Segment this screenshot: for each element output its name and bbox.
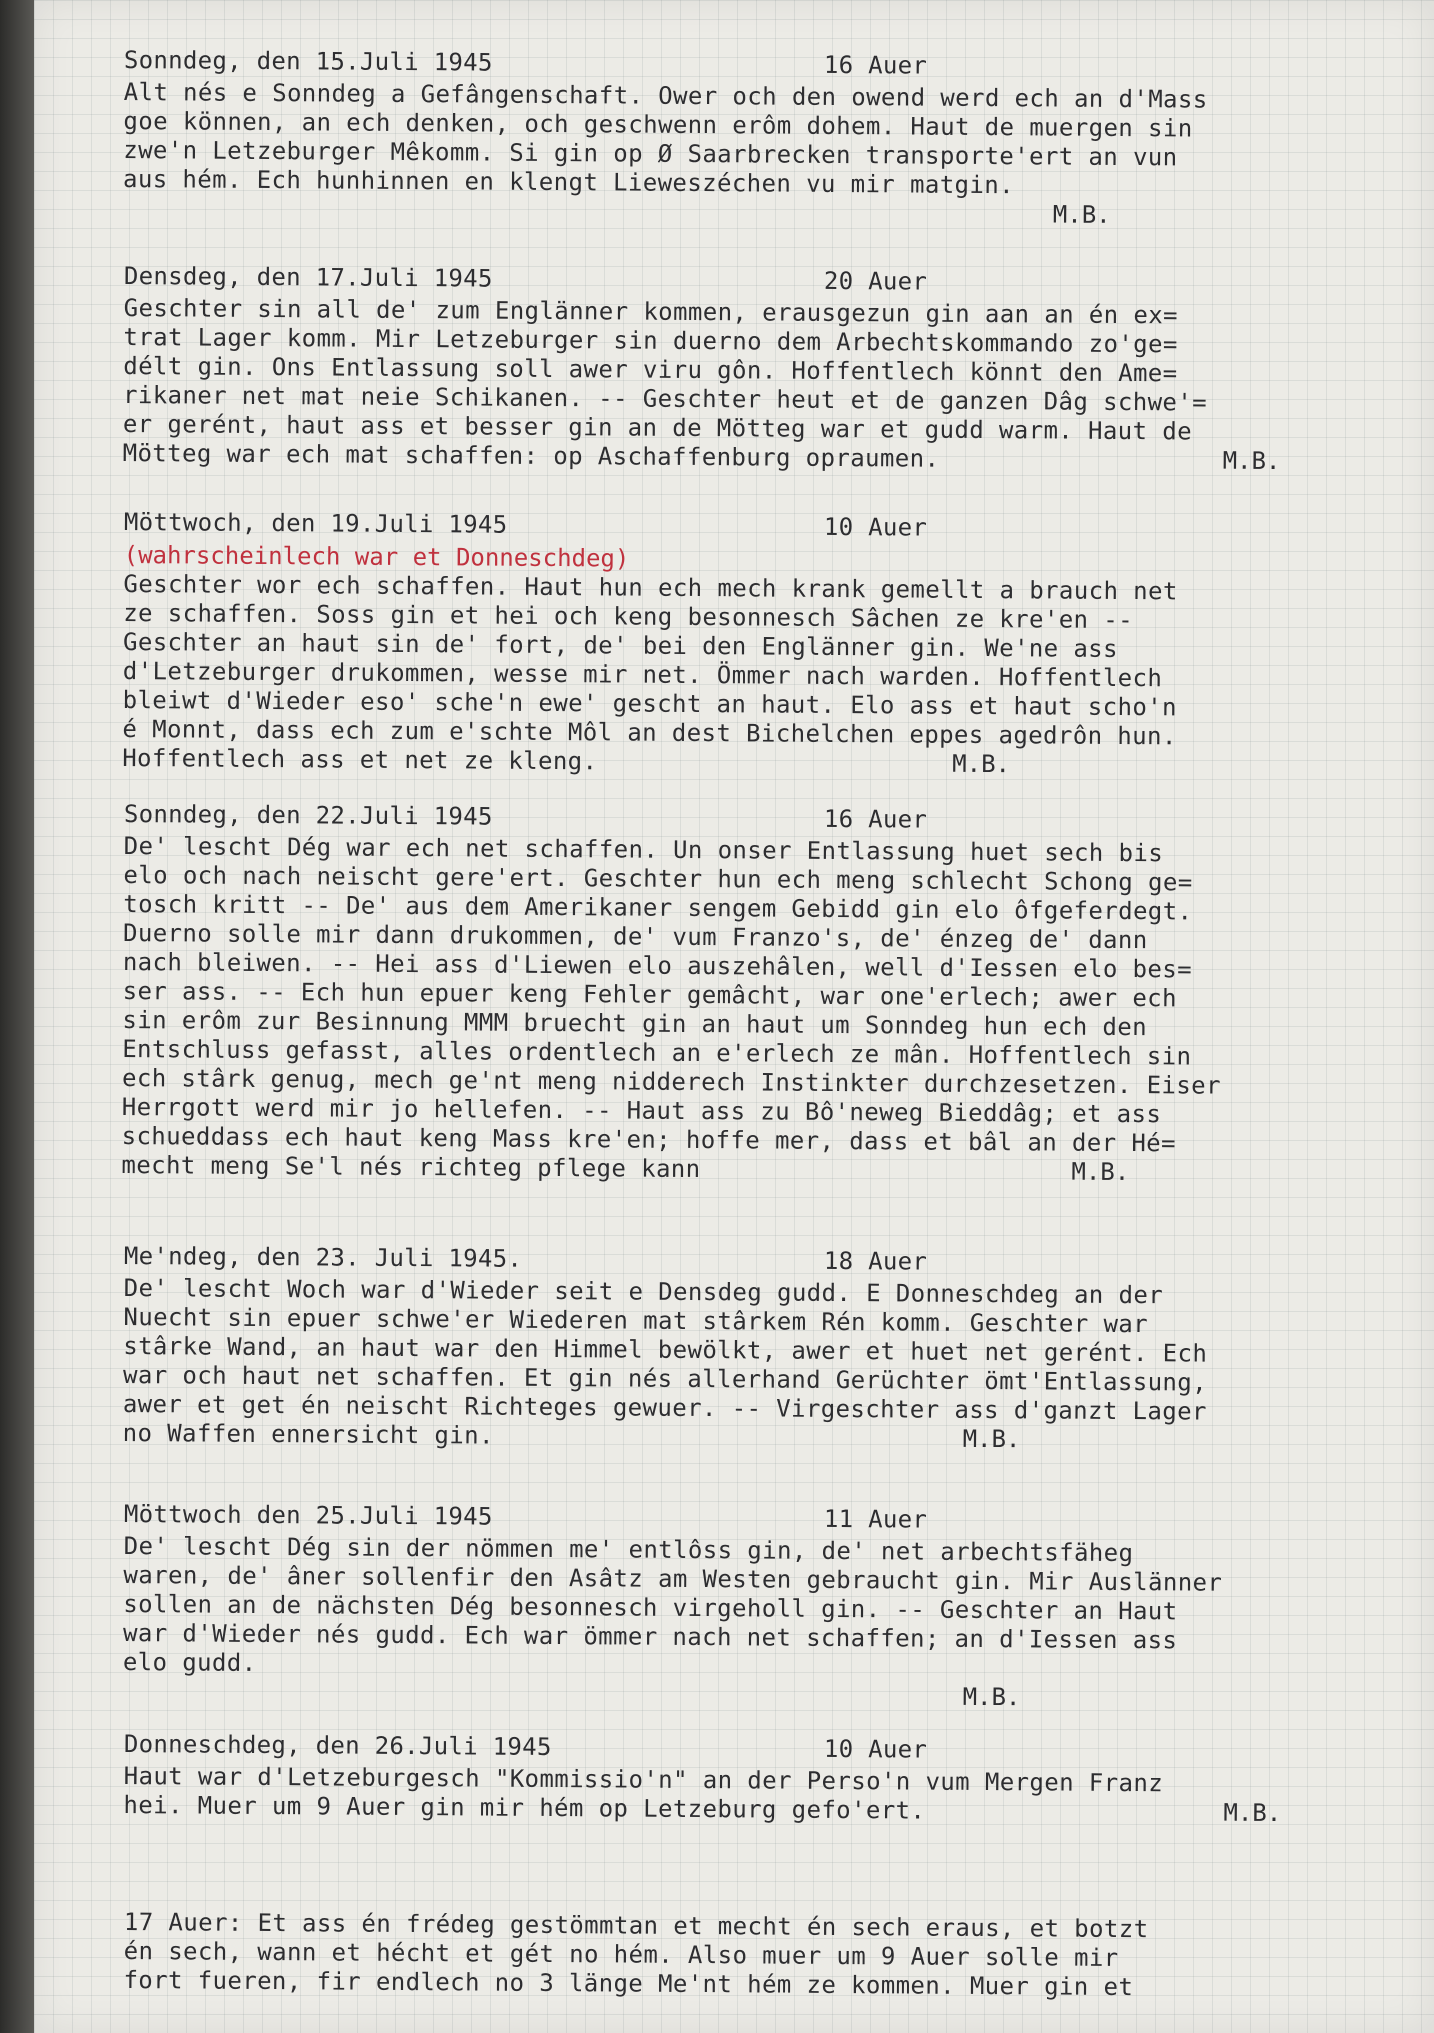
signature-text: M.B. <box>962 1424 1021 1454</box>
entry-line: d'Letzeburger drukommen, wesse mir net. Ömmer nach warden. Hoffentlech <box>122 656 1163 693</box>
entry-time: 11 Auer <box>823 1504 928 1534</box>
entry-line: Geschter an haut sin de' fort, de' bei den Englänner gin. We'ne ass <box>122 627 1119 663</box>
entry-line: ser ass. -- Ech hun epuer keng Fehler gemâcht, war one'erlech; awer ech <box>122 976 1178 1013</box>
entry-line: Duerno solle mir dann drukommen, de' vum Franzo's, de' énzeg de' dann <box>122 918 1148 955</box>
entry-line: mecht meng Se'l nés richteg pflege kann <box>121 1150 701 1184</box>
entry-line: schueddass ech haut keng Mass kre'en; hoffe mer, dass et bâl an der Hé= <box>121 1121 1177 1158</box>
entry-line: é Monnt, dass ech zum e'schte Môl an dest Bichelchen eppes agedrôn hun. <box>122 714 1177 751</box>
entry-date: Möttwoch, den 19.Juli 1945 <box>123 508 508 539</box>
entry-line: war d'Wieder nés gudd. Ech war ömmer nach net schaffen; an d'Iessen ass <box>122 1618 1178 1655</box>
entry-line: stârke Wand, an haut war den Himmel bewölkt, awer et huet net gerént. Ech <box>123 1331 1208 1368</box>
diary-entry <box>123 1730 1424 1829</box>
entry-line: waren, de' âner sollenfir den Asâtz am Westen gebraucht gin. Mir Auslänner <box>123 1560 1223 1597</box>
entry-time: 18 Auer <box>823 1246 928 1276</box>
entry-line: Entschluss gefasst, alles ordentlech an e'erlech ze mân. Hoffentlech sin <box>122 1034 1192 1071</box>
entry-time: 16 Auer <box>823 50 928 80</box>
signature-text: M.B. <box>962 1682 1021 1712</box>
entry-line: Hoffentlech ass et net ze kleng. <box>122 743 598 776</box>
entry-date: Sonndeg, den 15.Juli 1945 <box>123 46 493 77</box>
entry-line: De' lescht Dég sin der nömmen me' entlôss gin, de' net arbechtsfäheg <box>123 1531 1134 1568</box>
entry-line: sollen an de nächsten Dég besonnesch virgeholl gin. -- Geschter an Haut <box>123 1589 1178 1626</box>
entry-line: goe können, an ech denken, och geschwenn erôm dohem. Haut de muergen sin <box>123 106 1193 143</box>
entry-line: 17 Auer: Et ass én frédeg gestömmtan et mecht én sech eraus, et botzt <box>123 1908 1149 1944</box>
entry-line: rikaner net mat neie Schikanen. -- Geschter heut et de ganzen Dâg schwe'= <box>122 380 1208 417</box>
entry-time: 16 Auer <box>823 804 928 834</box>
entry-line: Alt nés e Sonndeg a Gefângenschaft. Ower och den owend werd ech an d'Mass <box>123 77 1208 114</box>
diary-page <box>34 0 1434 2033</box>
entry-line: aus hém. Ech hunhinnen en klengt Lieweszéchen vu mir matgin. <box>122 164 1015 200</box>
entry-date: Donneschdeg, den 26.Juli 1945 <box>123 1730 552 1761</box>
entry-annotation: (wahrscheinlech war et Donneschdeg) <box>123 540 630 573</box>
entry-line: hei. Muer um 9 Auer gin mir hém op Letzeburg gefo'ert. <box>123 1790 926 1825</box>
diary-entry <box>122 508 1424 782</box>
entry-date: Me'ndeg, den 23. Juli 1945. <box>123 1242 523 1273</box>
signature-text: M.B. <box>1071 1157 1130 1187</box>
entry-date: Densdeg, den 17.Juli 1945 <box>123 262 493 293</box>
signature-text: M.B. <box>1223 1798 1282 1828</box>
diary-entry <box>123 1908 1424 2004</box>
entry-line: war och haut net schaffen. Et gin nés allerhand Gerüchter ömt'Entlassung, <box>122 1360 1208 1397</box>
diary-entry <box>123 1500 1424 1715</box>
entry-line: elo gudd. <box>122 1647 257 1677</box>
entry-line: Nuecht sin epuer schwe'er Wiederen mat stârkem Rén komm. Geschter war <box>123 1302 1149 1339</box>
entry-line: Herrgott werd mir jo hellefen. -- Haut ass zu Bô'neweg Bieddâg; et ass <box>121 1092 1162 1129</box>
entry-line: no Waffen ennersicht gin. <box>122 1418 494 1450</box>
entry-line: De' lescht Dég war ech net schaffen. Un onser Entlassung huet sech bis <box>123 831 1164 868</box>
entry-line: tosch kritt -- De' aus dem Amerikaner sengem Gebidd gin elo ôfgeferdegt. <box>123 889 1193 926</box>
entry-line: De' lescht Woch war d'Wieder seit e Densdeg gudd. E Donneschdeg an der <box>123 1273 1164 1310</box>
diary-entry <box>121 800 1424 1189</box>
entry-time: 10 Auer <box>823 512 928 542</box>
scan-left-edge <box>0 0 34 2033</box>
entry-line: ze schaffen. Soss gin et hei och keng besonnesch Sâchen ze kre'en -- <box>123 598 1134 635</box>
entry-line: fort fueren, fir endlech no 3 länge Me'nt hém ze kommen. Muer gin et <box>123 1965 1134 2002</box>
entry-line: zwe'n Letzeburger Mêkomm. Si gin op Ø Saarbrecken transporte'ert an vun <box>123 135 1178 172</box>
entry-line: bleiwt d'Wieder eso' sche'n ewe' gescht an haut. Elo ass et haut scho'n <box>122 685 1178 722</box>
diary-entry <box>123 262 1424 477</box>
entry-line: er gerént, haut ass et besser gin an de Mötteg war et gudd warm. Haut de <box>122 409 1193 446</box>
entry-line: Haut war d'Letzeburgesch "Kommissio'n" an der Perso'n vum Mergen Franz <box>123 1761 1164 1798</box>
entry-date: Sonndeg, den 22.Juli 1945 <box>123 800 493 831</box>
entry-line: Geschter sin all de' zum Englänner kommen, erausgezun gin aan an én ex= <box>123 293 1179 330</box>
entry-line: délt gin. Ons Entlassung soll awer viru gôn. Hoffentlech könnt den Ame= <box>123 351 1178 388</box>
entry-line: sin erôm zur Besinnung MMM bruecht gin an haut um Sonndeg hun ech den <box>122 1005 1148 1042</box>
entry-line: trat Lager komm. Mir Letzeburger sin duerno dem Arbechtskommando zo'ge= <box>123 322 1178 359</box>
entry-time: 10 Auer <box>823 1734 928 1764</box>
signature-text: M.B. <box>952 749 1011 779</box>
entry-line: nach bleiwen. -- Hei ass d'Liewen elo auszehâlen, well d'Iessen elo bes= <box>122 947 1193 984</box>
signature-text: M.B. <box>1052 200 1111 229</box>
signature-text: M.B. <box>1222 446 1281 476</box>
diary-entry <box>123 1242 1424 1457</box>
entry-line: awer et get én neischt Richteges gewuer. -- Virgeschter ass d'ganzt Lager <box>122 1389 1207 1426</box>
entry-line: Mötteg war ech mat schaffen: op Aschaffenburg opraumen. <box>122 438 940 473</box>
entry-date: Möttwoch den 25.Juli 1945 <box>123 1500 493 1531</box>
entry-line: elo och nach neischt gere'ert. Geschter hun ech meng schlecht Schong ge= <box>123 860 1193 897</box>
entry-time: 20 Auer <box>823 266 928 296</box>
entry-line: Geschter wor ech schaffen. Haut hun ech mech krank gemellt a brauch net <box>123 569 1178 606</box>
entry-line: én sech, wann et hécht et gét no hém. Also muer um 9 Auer solle mir <box>123 1936 1119 1972</box>
entry-line: ech stârk genug, mech ge'nt meng nidderech Instinkter durchzesetzen. Eiser <box>121 1063 1221 1100</box>
diary-entry <box>123 46 1424 232</box>
